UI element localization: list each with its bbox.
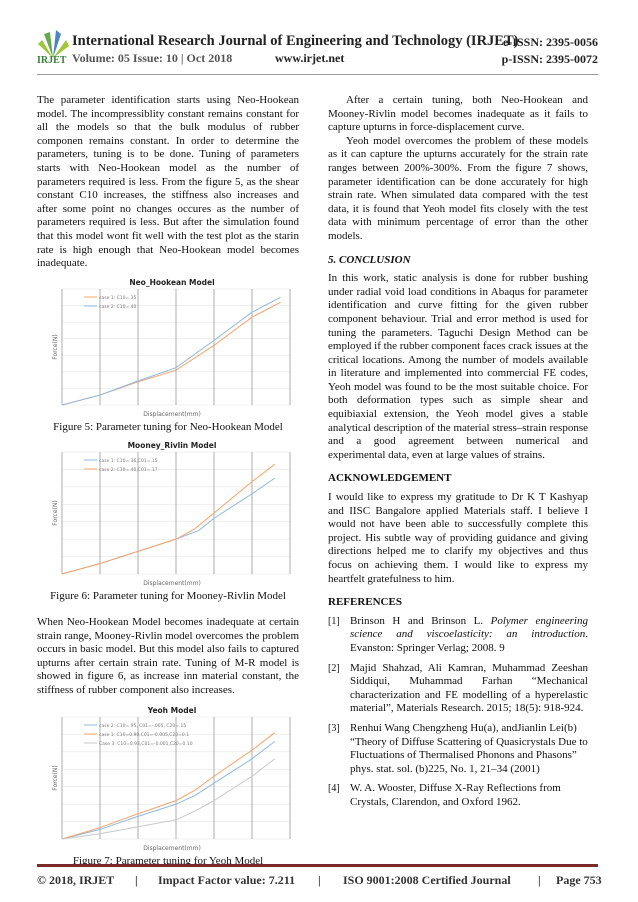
series-line-3 — [62, 759, 275, 839]
conclusion-heading: 5. CONCLUSION — [328, 253, 411, 266]
eissn: e-ISSN: 2395-0056 — [503, 35, 598, 49]
references-heading: REFERENCES — [328, 596, 402, 609]
ref-number: [3] — [328, 722, 340, 734]
footer-separator: | — [318, 873, 321, 887]
footer-separator: | — [538, 873, 541, 887]
x-axis-label: Displacement(mm) — [143, 845, 201, 853]
acknowledgement-text: I would like to express my gratitude to Dr K T Kashyap and IISC Bangalore applied Materials staff. I believe I would not have been able to successfully complete this project. His subtle way of providing guidance and giving directions helped me to clarify my objectives and thus focus on achieving them. I would like to express my heartfelt gratefulness to him. — [328, 491, 588, 585]
acknowledgement-heading: ACKNOWLEDGEMENT — [328, 472, 452, 485]
x-axis-label: Displacement(mm) — [143, 580, 201, 588]
paragraph: Yeoh model overcomes the problem of these models as it can capture the upturns accurately for the strain rate ranges between 200%-300%. From the figure 7 shows, parameter identification can be done accurately for high strain rate. When simulated data compared with the test data, it is found that Yeoh model fits closely with the test data with minimum percentage of error than the other models. — [328, 134, 588, 242]
chart-title: Yeoh Model — [147, 706, 197, 716]
legend-label: Case 3: C10=0.93,C01=-0.001,C20=0.10 — [99, 742, 193, 748]
logo-text: IRJET — [37, 55, 67, 66]
chart-title: Mooney_Rivlin Model — [127, 441, 217, 451]
header-divider — [37, 74, 598, 75]
legend-label: case 1: C10=.36,C01=.15 — [99, 459, 158, 465]
volume-info: Volume: 05 Issue: 10 | Oct 2018 — [72, 51, 233, 65]
series-line-1 — [62, 302, 281, 405]
reference-item — [328, 722, 588, 776]
pissn: p-ISSN: 2395-0072 — [501, 52, 598, 66]
reference-item — [328, 782, 588, 809]
right-column — [328, 94, 588, 816]
reference-item — [328, 615, 588, 656]
figure-5-caption: Figure 5: Parameter tuning for Neo-Hookean Model — [53, 420, 283, 433]
ref-number: [1] — [328, 615, 340, 627]
chart-neo-hookean — [52, 277, 292, 419]
footer-impact-factor: Impact Factor value: 7.211 — [158, 873, 296, 887]
website-link[interactable]: www.irjet.net — [275, 51, 345, 65]
legend-label: case 2: C10=.40 — [99, 304, 137, 310]
ref-number: [2] — [328, 662, 340, 674]
reference-item — [328, 662, 588, 716]
ref-text: Renhui Wang Chengzheng Hu(a), andJianlin Lei(b) “Theory of Diffuse Scattering of Quasicrystals Due to Fluctuations of Thermalised Phonons and Phasons” phys. stat. sol. (b)225, No. 1, 21–34 (2001) — [350, 721, 588, 775]
figure-6-caption: Figure 6: Parameter tuning for Mooney-Rivlin Model — [50, 590, 286, 603]
chart-title: Neo_Hookean Model — [129, 277, 215, 287]
paragraph: The parameter identification starts using Neo-Hookean model. The incompressiblity constant remains constant for all the models so that the bulk modulus of rubber componen remains constant. In order to determine the parameters, tuning is to be done. Tuning of parameters starts with Neo-Hookean model as the number of parameters required is less. From the figure 5, as the shear constant C10 increases, the stiffness also increases and after some point no changes occures as the number of parameters required is less. But after the simulation found that this model wont fit well with the test plot as the starin rate is high enough that Neo-Hookean model becomes inadequate. — [37, 94, 299, 270]
chart-yeoh — [52, 705, 292, 853]
y-axis-label: Force(N) — [52, 500, 59, 527]
series-line-2 — [62, 733, 275, 839]
y-axis-label: Force(N) — [52, 765, 59, 792]
journal-title: International Research Journal of Engineering and Technology (IRJET) — [72, 33, 519, 49]
footer-page-number: Page 753 — [556, 873, 602, 887]
ref-text: Brinson H and Brinson L. — [350, 614, 491, 627]
series-line-2 — [62, 465, 275, 575]
ref-text: W. A. Wooster, Diffuse X-Ray Reflections from Crystals, Clarendon, and Oxford 1962. — [350, 782, 561, 808]
legend-label: case 1: C10=.35 — [99, 295, 137, 301]
figure-7-caption: Figure 7: Parameter tuning for Yeoh Model — [72, 855, 264, 868]
series-line-2 — [62, 297, 281, 405]
paragraph: When Neo-Hookean Model becomes inadequate at certain strain range, Mooney-Rivlin model overcomes the problem occurs in basic model. But this model also fails to captured upturns after certain strain rate. Tuning of M-R model is showed in figure 6, as increase inn material constant, the stiffness of rubber component also increases. — [37, 615, 299, 696]
footer-copyright: © 2018, IRJET — [37, 873, 115, 887]
ref-text: Majid Shahzad, Ali Kamran, Muhammad Zeeshan Siddiqui, Muhammad Farhan “Mechanical characterization and FE modelling of a hyperelastic material”, Materials Research. 2015; 18(5): 918-924. — [350, 661, 588, 715]
y-axis-label: Force(N) — [52, 334, 59, 360]
x-axis-label: Displacement(mm) — [143, 410, 201, 418]
left-column — [37, 94, 299, 875]
legend-label: case 1: C10=0.90,C01=-0.005,C20=0.1 — [99, 733, 190, 739]
series-line-1 — [62, 478, 275, 574]
footer-separator: | — [135, 873, 138, 887]
paragraph: After a certain tuning, both Neo-Hookean and Mooney-Rivlin model becomes inadequate as it fails to capture upturns in force-displacement curve. — [328, 94, 588, 134]
ref-text: . Evanston: Springer Verlag; 2008. 9 — [350, 628, 588, 654]
footer-divider — [37, 864, 598, 867]
ref-number: [4] — [328, 783, 340, 795]
reference-list — [328, 615, 588, 816]
legend-label: case 2: C10=.40,C01=.17 — [99, 468, 158, 474]
ref-title: Polymer engineering science and viscoelasticity: an introduction — [350, 614, 588, 641]
legend-label: case 2: C10=.95, C01=-.005, C20=.15 — [99, 724, 187, 730]
conclusion-text: In this work, static analysis is done for rubber bushing under radial void load conditions in Abaqus for parameter identification and curve fitting for the given rubber component behaviour. Trial and error method is used for tuning the parameters. Taguchi Design Method can be employed if the rubber component faces crack issues at the critical locations. Among the number of models available in literature and implemented into commercial FE codes, Yeoh model was found to be the most suitable choice. For both deformation types such as simple shear and equibiaxial extension, the Yeoh model gives a stable analytical description of the material stress–strain response and a good agreement between numerical and experimental data, even at large values of strains. — [328, 272, 588, 461]
chart-mooney-rivlin — [52, 440, 292, 588]
footer-iso: ISO 9001:2008 Certified Journal — [343, 873, 511, 887]
